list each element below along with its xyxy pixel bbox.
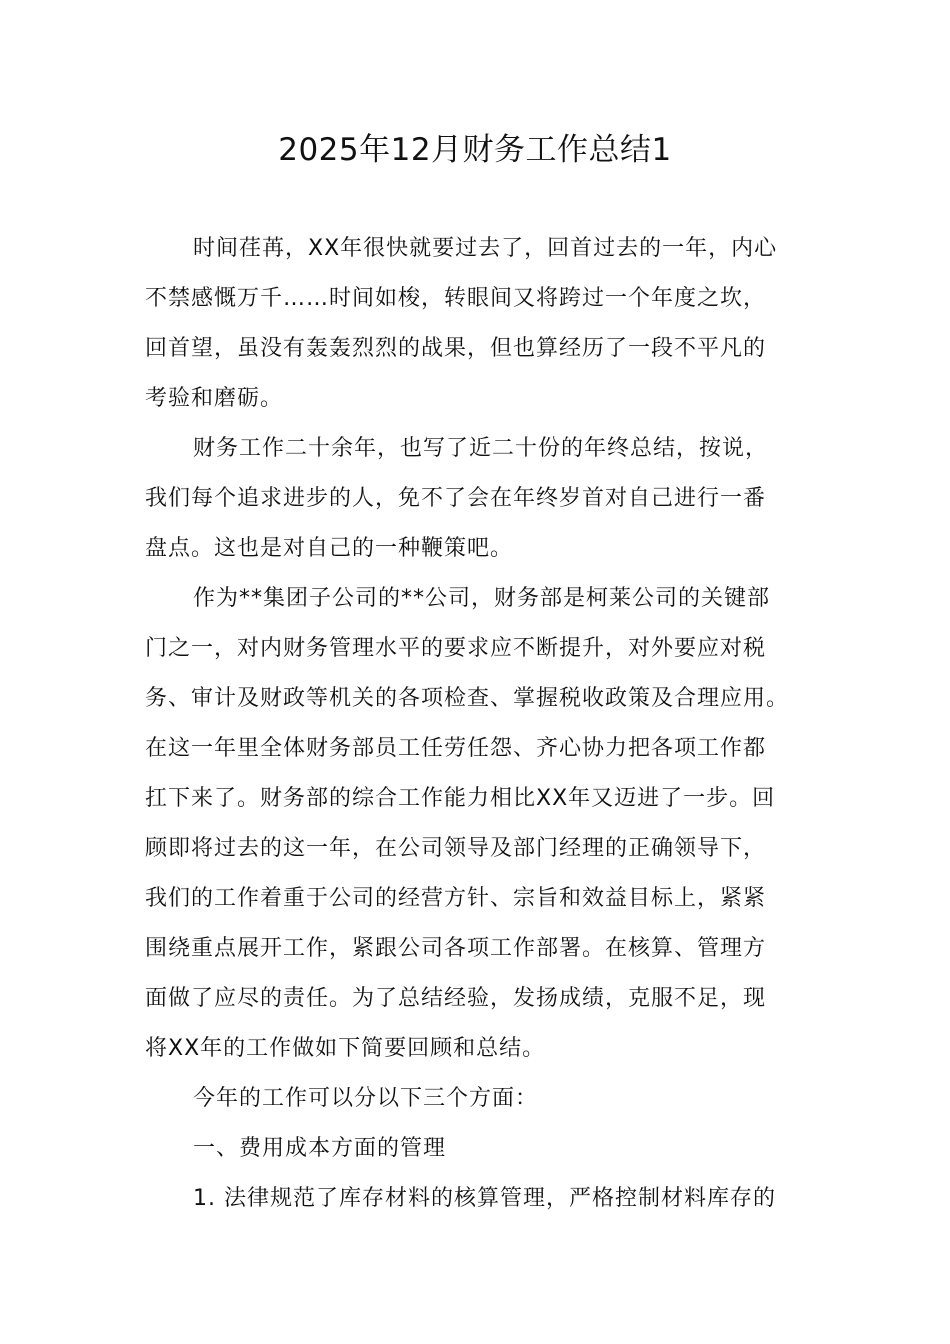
text-line: 在这一年里全体财务部员工任劳任怨、齐心协力把各项工作都 [145,736,767,761]
text-line: 将XX年的工作做如下简要回顾和总结。 [145,1036,546,1061]
text-line: 盘点。这也是对自己的一种鞭策吧。 [145,536,514,561]
text-line: 作为**集团子公司的**公司，财务部是柯莱公司的关键部 [193,586,771,611]
text-line: 围绕重点展开工作，紧跟公司各项工作部署。在核算、管理方 [145,936,767,961]
text-line: 扛下来了。财务部的综合工作能力相比XX年又迈进了一步。回 [145,786,776,811]
text-line: 面做了应尽的责任。为了总结经验，发扬成绩，克服不足，现 [145,986,767,1011]
text-line: 时间荏苒，XX年很快就要过去了，回首过去的一年，内心 [193,236,778,261]
list-item: 1. 法律规范了库存材料的核算管理，严格控制材料库存的 [193,1186,776,1211]
text-line: 不禁感慨万千……时间如梭，转眼间又将跨过一个年度之坎， [145,286,767,311]
text-line: 我们每个追求进步的人，免不了会在年终岁首对自己进行一番 [145,486,767,511]
text-line: 财务工作二十余年，也写了近二十份的年终总结，按说， [193,436,769,461]
text-line: 回首望，虽没有轰轰烈烈的战果，但也算经历了一段不平凡的 [145,336,767,361]
text-line: 门之一，对内财务管理水平的要求应不断提升，对外要应对税 [145,636,767,661]
text-line: 顾即将过去的这一年，在公司领导及部门经理的正确领导下， [145,836,767,861]
document-body [145,224,817,1224]
text-line: 我们的工作着重于公司的经营方针、宗旨和效益目标上，紧紧 [145,886,767,911]
text-line: 考验和磨砺。 [145,386,284,411]
document-title: 2025年12月财务工作总结1 [278,132,672,168]
section-heading: 一、费用成本方面的管理 [193,1136,447,1161]
text-line: 务、审计及财政等机关的各项检查、掌握税收政策及合理应用。 [145,686,790,711]
text-line: 今年的工作可以分以下三个方面： [193,1086,539,1111]
